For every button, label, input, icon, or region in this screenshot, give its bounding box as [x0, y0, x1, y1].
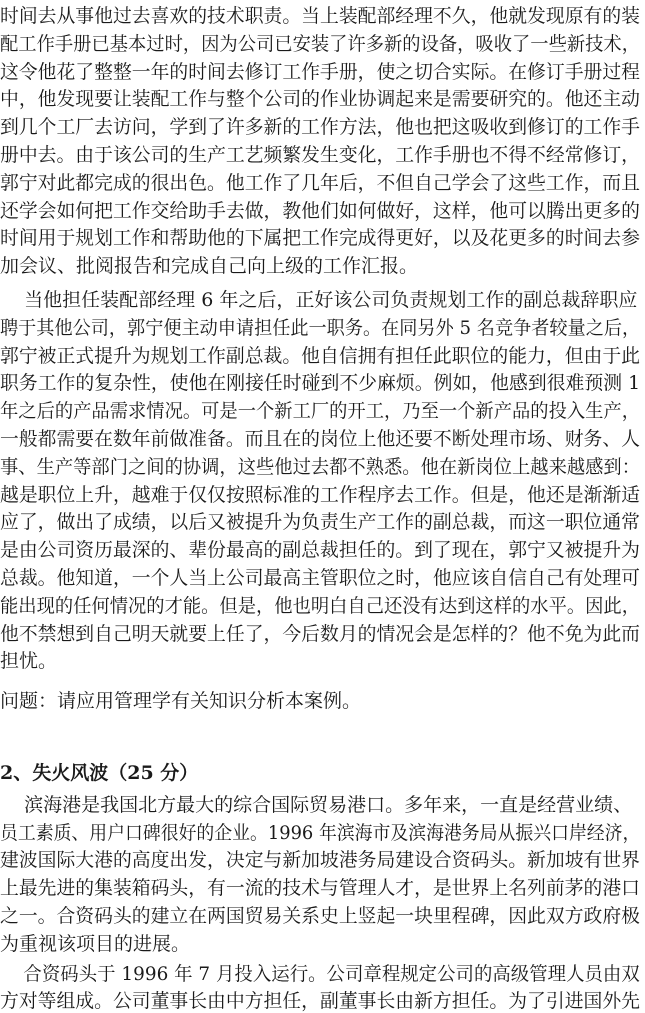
text-line: 越是职位上升，越难于仅仅按照标准的工作程序去工作。但是，他还是渐渐适 [0, 484, 641, 506]
text-line: 年之后的产品需求情况。可是一个新工厂的开工，乃至一个新产品的投入生产， [0, 400, 641, 422]
text-line: 加会议、批阅报告和完成自己向上级的工作汇报。 [0, 255, 419, 277]
text-line: 时间用于规划工作和帮助他的下属把工作完成得更好，以及花更多的时间去参 [0, 227, 641, 249]
text-line: 上最先进的集装箱码头，有一流的技术与管理人才，是世界上名列前茅的港口 [0, 877, 641, 899]
text-line: 方对等组成。公司董事长由中方担任，副董事长由新方担任。为了引进国外先 [0, 990, 641, 1012]
text-line: 时间去从事他过去喜欢的技术职责。当上装配部经理不久，他就发现原有的装 [0, 5, 641, 27]
case2-heading: 2、失火风波（25 分） [0, 762, 199, 784]
text-line: 总裁。他知道，一个人当上公司最高主管职位之时，他应该自信自己有处理可 [0, 567, 641, 589]
text-line: 还学会如何把工作交给助手去做，教他们如何做好，这样，他可以腾出更多的 [0, 200, 641, 222]
text-line: 他不禁想到自己明天就要上任了，今后数月的情况会是怎样的？他不免为此而 [0, 623, 641, 645]
text-line: 配工作手册已基本过时，因为公司已安装了许多新的设备，吸收了一些新技术， [0, 33, 641, 55]
text-line: 这令他花了整整一年的时间去修订工作手册，使之切合实际。在修订手册过程 [0, 61, 641, 83]
text-line: 应了，做出了成绩，以后又被提升为负责生产工作的副总裁，而这一职位通常 [0, 511, 641, 533]
case1-question: 问题：请应用管理学有关知识分析本案例。 [0, 690, 362, 712]
text-line: 担忧。 [0, 650, 58, 672]
text-line: 一般都需要在数年前做准备。而且在的岗位上他还要不断处理市场、财务、人 [0, 428, 641, 450]
text-line: 郭宁对此都完成的很出色。他工作了几年后，不但自己学会了这些工作，而且 [0, 172, 641, 194]
text-line: 中，他发现要让装配工作与整个公司的作业协调起来是需要研究的。他还主动 [0, 88, 641, 110]
text-line: 当他担任装配部经理 6 年之后，正好该公司负责规划工作的副总裁辞职应 [0, 289, 638, 311]
text-line: 聘于其他公司，郭宁便主动申请担任此一职务。在同另外 5 名竞争者较量之后， [0, 317, 641, 339]
text-line: 是由公司资历最深的、辈份最高的副总裁担任的。到了现在，郭宁又被提升为 [0, 539, 641, 561]
text-line: 事、生产等部门之间的协调，这些他过去都不熟悉。他在新岗位上越来越感到： [0, 456, 641, 478]
text-line: 职务工作的复杂性，使他在刚接任时碰到不少麻烦。例如，他感到很难预测 1 [0, 372, 641, 394]
text-line: 合资码头于 1996 年 7 月投入运行。公司章程规定公司的高级管理人员由双 [0, 963, 640, 985]
text-line: 滨海港是我国北方最大的综合国际贸易港口。多年来，一直是经营业绩、 [0, 794, 633, 816]
text-line: 郭宁被正式提升为规划工作副总裁。他自信拥有担任此职位的能力，但由于此 [0, 345, 641, 367]
text-line: 建波国际大港的高度出发，决定与新加坡港务局建设合资码头。新加坡有世界 [0, 849, 641, 871]
text-line: 为重视该项目的进展。 [0, 933, 191, 955]
text-line: 能出现的任何情况的才能。但是，他也明白自己还没有达到这样的水平。因此， [0, 595, 641, 617]
text-line: 之一。合资码头的建立在两国贸易关系史上竖起一块里程碑，因此双方政府极 [0, 905, 641, 927]
text-line: 员工素质、用户口碑很好的企业。1996 年滨海市及滨海港务局从振兴口岸经济， [0, 822, 641, 844]
text-line: 册中去。由于该公司的生产工艺频繁发生变化，工作手册也不得不经常修订， [0, 144, 641, 166]
text-line: 到几个工厂去访问，学到了许多新的工作方法，他也把这吸收到修订的工作手 [0, 116, 641, 138]
